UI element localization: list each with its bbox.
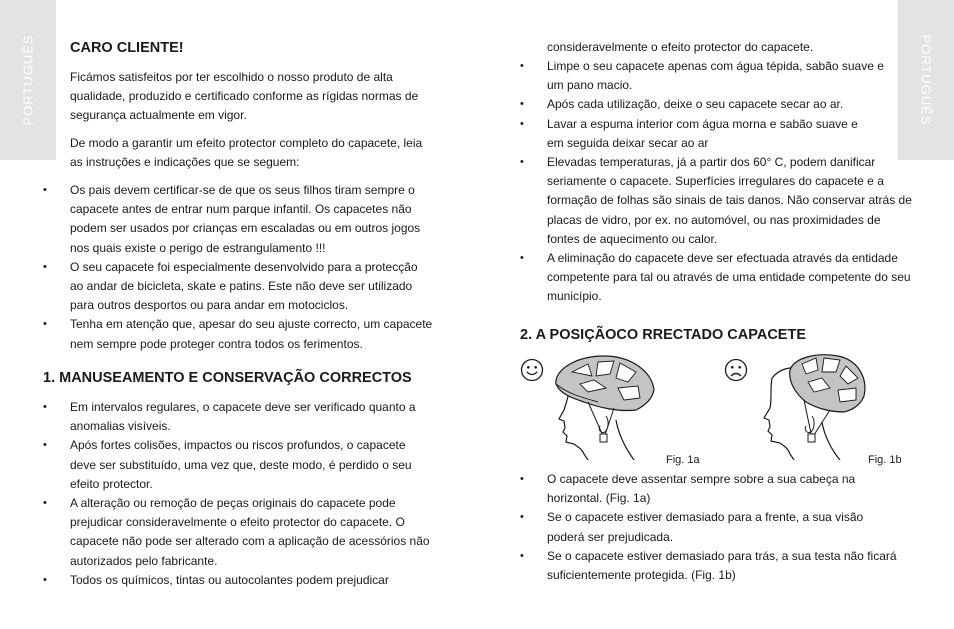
correct-helmet-illustration — [548, 350, 658, 460]
list-item: • A alteração ou remoção de peças originais do capacete pode prejudicar consideravelmente o efeito protector do capacete. O capacete não pode ser alterado com a aplicação de acessórios não autorizados pelo fabricante. — [43, 494, 433, 571]
intro-paragraph-2: De modo a garantir um efeito protector completo do capacete, leia as instruções e indicações que se seguem: — [70, 136, 423, 170]
smiley-face-icon — [520, 358, 544, 382]
safety-list — [43, 181, 433, 354]
language-tab-left — [0, 0, 56, 160]
list-item: • A eliminação do capacete deve ser efectuada através da entidade competente para tal ou através de uma entidade competente do seu município. — [520, 249, 912, 307]
intro-paragraph-1: Ficámos satisfeitos por ter escolhido o nosso produto de alta qualidade, produzido e certificado conforme as rígidas normas de segurança actualmente em vigor. — [70, 70, 419, 123]
language-tab-left-label: PORTUGUÊS — [20, 34, 36, 126]
language-tab-right-label: PORTUGUÊS — [918, 34, 934, 126]
list-item: • Todos os químicos, tintas ou autocolantes podem prejudicar — [43, 571, 433, 590]
list-item: • Tenha em atenção que, apesar do seu ajuste correcto, um capacete nem sempre pode proteger contra todos os ferimentos. — [43, 315, 433, 353]
list-item: • Após cada utilização, deixe o seu capacete secar ao ar. — [520, 95, 912, 114]
greeting-heading: CARO CLIENTE! — [70, 40, 184, 56]
list-item: • Elevadas temperaturas, já a partir dos 60° C, podem danificar seriamente o capacete. Superfícies irregulares do capacete e a formação de folhas são sinais de tais danos. Não conservar atrás de placas de vidro, por ex. no automóvel, ou nas proximidades de fontes de aquecimento ou calor. — [520, 153, 912, 249]
cleaning-list — [520, 57, 912, 307]
list-item: • Limpe o seu capacete apenas com água tépida, sabão suave e um pano macio. — [520, 57, 912, 95]
position-list — [520, 470, 912, 585]
figure-1a-caption: Fig. 1a — [666, 454, 700, 466]
list-item: • Se o capacete estiver demasiado para a frente, a sua visão poderá ser prejudicada. — [520, 508, 912, 546]
section-2-heading: 2. A POSIÇÃOCO RRECTADO CAPACETE — [520, 327, 806, 343]
list-item: • Em intervalos regulares, o capacete deve ser verificado quanto a anomalias visíveis. — [43, 398, 433, 436]
list-item: • Os pais devem certificar-se de que os seus filhos tiram sempre o capacete antes de entrar num parque infantil. Os capacetes não podem ser usados por crianças em escaladas ou em outros jogos nos quais existe o perigo de estrangulamento !!! — [43, 181, 433, 258]
incorrect-helmet-illustration — [760, 350, 870, 460]
list-item: • Lavar a espuma interior com água morna e sabão suave e em seguida deixar secar ao ar — [520, 115, 912, 153]
list-item: • O capacete deve assentar sempre sobre a sua cabeça na horizontal. (Fig. 1a) — [520, 470, 912, 508]
list-item: • Se o capacete estiver demasiado para trás, a sua testa não ficará suficientemente protegida. (Fig. 1b) — [520, 547, 912, 585]
figure-1b-caption: Fig. 1b — [868, 454, 902, 466]
list-item: • Após fortes colisões, impactos ou riscos profundos, o capacete deve ser substituído, uma vez que, deste modo, é perdido o seu efeito protector. — [43, 436, 433, 494]
care-list — [43, 398, 433, 590]
section-1-heading: 1. MANUSEAMENTO E CONSERVAÇÃO CORRECTOS — [43, 370, 412, 386]
sad-face-icon — [724, 358, 748, 382]
helmet-figures — [520, 350, 912, 475]
continuation-text: consideravelmente o efeito protector do capacete. — [547, 40, 814, 54]
list-item: • O seu capacete foi especialmente desenvolvido para a protecção ao andar de bicicleta, skate e patins. Este não deve ser utilizado para outros desportos ou para andar em motociclos. — [43, 258, 433, 316]
